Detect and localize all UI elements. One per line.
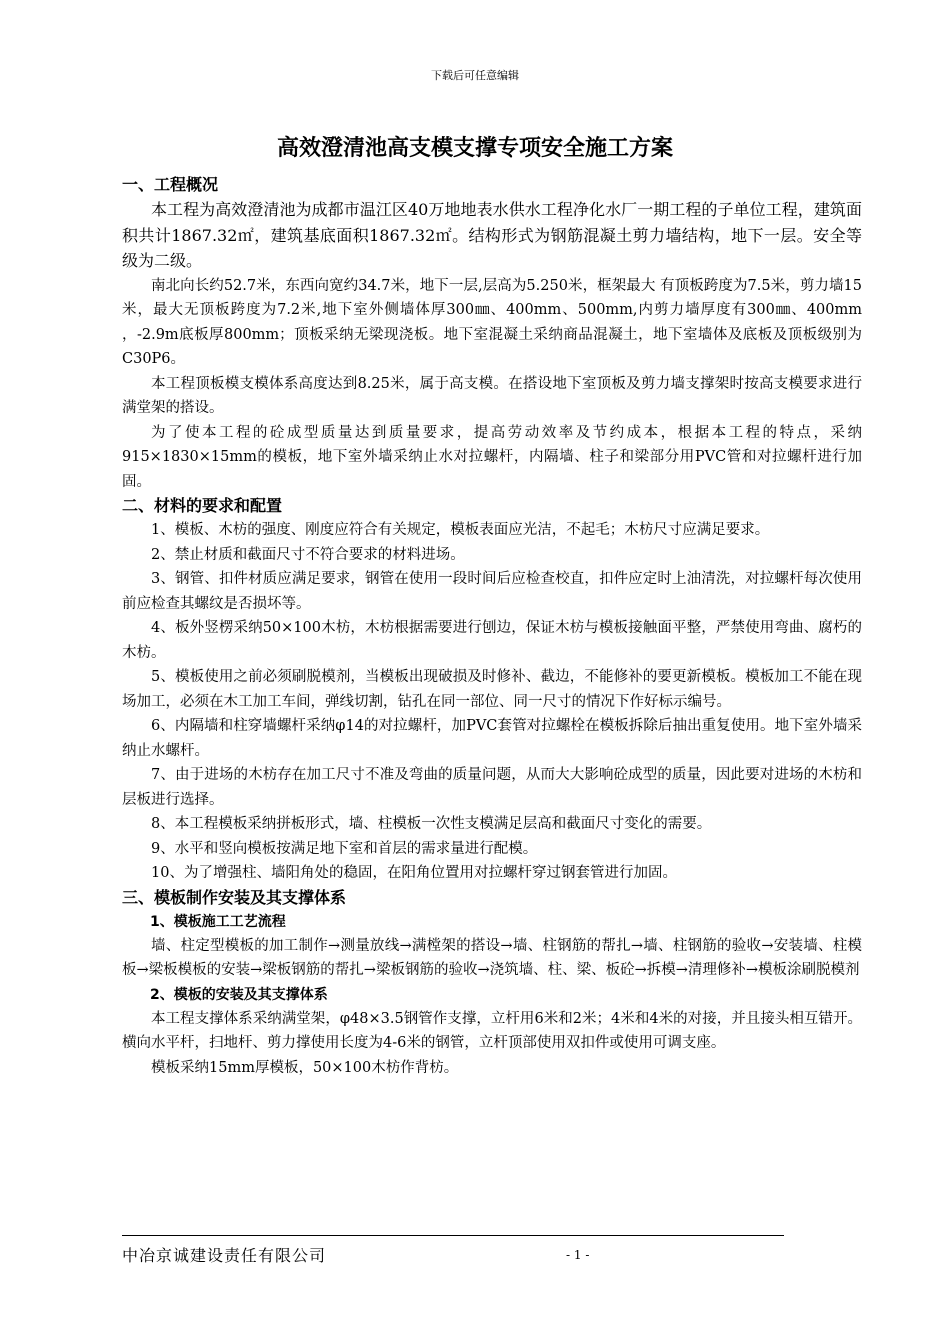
section-heading-formwork: 三、模板制作安装及其支撑体系 xyxy=(122,887,347,907)
paragraph: 模板采纳15mm厚模板，50×100木枋作背枋。 xyxy=(151,1059,459,1076)
footer-divider xyxy=(122,1235,784,1236)
paragraph: 本工程顶板模支模体系高度达到8.25米，属于高支模。在搭设地下室顶板及剪力墙支撑架时按高支模要求进行满堂架的搭设。 xyxy=(122,375,862,416)
section-heading-materials: 二、材料的要求和配置 xyxy=(122,496,283,515)
sub-heading-support: 2、模板的安装及其支撑体系 xyxy=(150,986,328,1003)
list-item: 1、模板、木枋的强度、刚度应符合有关规定，模板表面应光洁，不起毛；木枋尺寸应满足要求。 xyxy=(151,522,770,538)
list-item: 7、由于进场的木枋存在加工尺寸不准及弯曲的质量问题，从而大大影响砼成型的质量，因此要对进场的木枋和层板进行选择。 xyxy=(122,767,862,808)
list-item: 10、为了增强柱、墙阳角处的稳固，在阳角位置用对拉螺杆穿过钢套管进行加固。 xyxy=(151,865,677,881)
paragraph: 为了使本工程的砼成型质量达到质量要求，提高劳动效率及节约成本，根据本工程的特点，采纳915×1830×15mm的模板，地下室外墙采纳止水对拉螺杆，内隔墙、柱子和梁部分用PVC管和对拉螺杆进行加固。 xyxy=(122,424,862,490)
list-item: 8、本工程模板采纳拼板形式，墙、柱模板一次性支模满足层高和截面尺寸变化的需要。 xyxy=(151,816,712,832)
paragraph: 南北向长约52.7米，东西向宽约34.7米，地下一层,层高为5.250米，框架最大 有顶板跨度为7.5米，剪力墙15米，最大无顶板跨度为7.2米,地下室外侧墙体厚300㎜、400mm、500mm,内剪力墙厚度有300㎜、400mm ，-2.9m底板厚800mm；顶板采纳无梁现浇板。地下室混凝土采纳商品混凝土，地下室墙体及底板及顶板级别为C30P6。 xyxy=(122,277,862,367)
paragraph: 本工程支撑体系采纳满堂架，φ48×3.5钢管作支撑，立杆用6米和2米；4米和4米的对接，并且接头相互错开。横向水平杆，扫地杆、剪力撑使用长度为4-6米的钢管，立杆顶部使用双扣件或使用可调支座。 xyxy=(122,1010,862,1051)
list-item: 9、水平和竖向模板按满足地下室和首层的需求量进行配模。 xyxy=(151,840,538,857)
paragraph: 墙、柱定型模板的加工制作→测量放线→满樘架的搭设→墙、柱钢筋的帮扎→墙、柱钢筋的验收→安装墙、柱模板→梁板模板的安装→梁板钢筋的帮扎→梁板钢筋的验收→浇筑墙、柱、梁、板砼→拆模→清理修补→模板涂刷脱模剂 xyxy=(122,937,862,978)
header-note: 下载后可任意编辑 xyxy=(431,69,519,82)
list-item: 3、钢管、扣件材质应满足要求，钢管在使用一段时间后应检查校直，扣件应定时上油清洗，对拉螺杆每次使用前应检查其螺纹是否损坏等。 xyxy=(122,571,862,612)
list-item: 2、禁止材质和截面尺寸不符合要求的材料进场。 xyxy=(151,546,465,563)
list-item: 5、模板使用之前必须刷脱模剂，当模板出现破损及时修补、截边，不能修补的要更新模板。模板加工不能在现场加工，必须在木工加工车间，弹线切割，钻孔在同一部位、同一尺寸的情况下作好标示编号。 xyxy=(122,669,862,710)
footer-company: 中冶京诚建设责任有限公司 xyxy=(122,1246,327,1265)
paragraph: 本工程为高效澄清池为成都市温江区40万地地表水供水工程净化水厂一期工程的子单位工程，建筑面积共计1867.32㎡，建筑基底面积1867.32㎡。结构形式为钢筋混凝土剪力墙结构，地下一层。安全等级为二级。 xyxy=(122,200,862,270)
sub-heading-process: 1、模板施工工艺流程 xyxy=(150,913,286,930)
list-item: 6、内隔墙和柱穿墙螺杆采纳φ14的对拉螺杆，加PVC套管对拉螺栓在模板拆除后抽出重复使用。地下室外墙采纳止水螺杆。 xyxy=(122,718,862,759)
section-heading-overview: 一、工程概况 xyxy=(122,175,219,194)
page-number: - 1 - xyxy=(566,1248,590,1262)
page-title: 高效澄清池高支模支撑专项安全施工方案 xyxy=(276,136,673,161)
list-item: 4、板外竖楞采纳50×100木枋，木枋根据需要进行刨边，保证木枋与模板接触面平整，严禁使用弯曲、腐朽的木枋。 xyxy=(122,620,862,661)
document-body xyxy=(122,173,862,1080)
